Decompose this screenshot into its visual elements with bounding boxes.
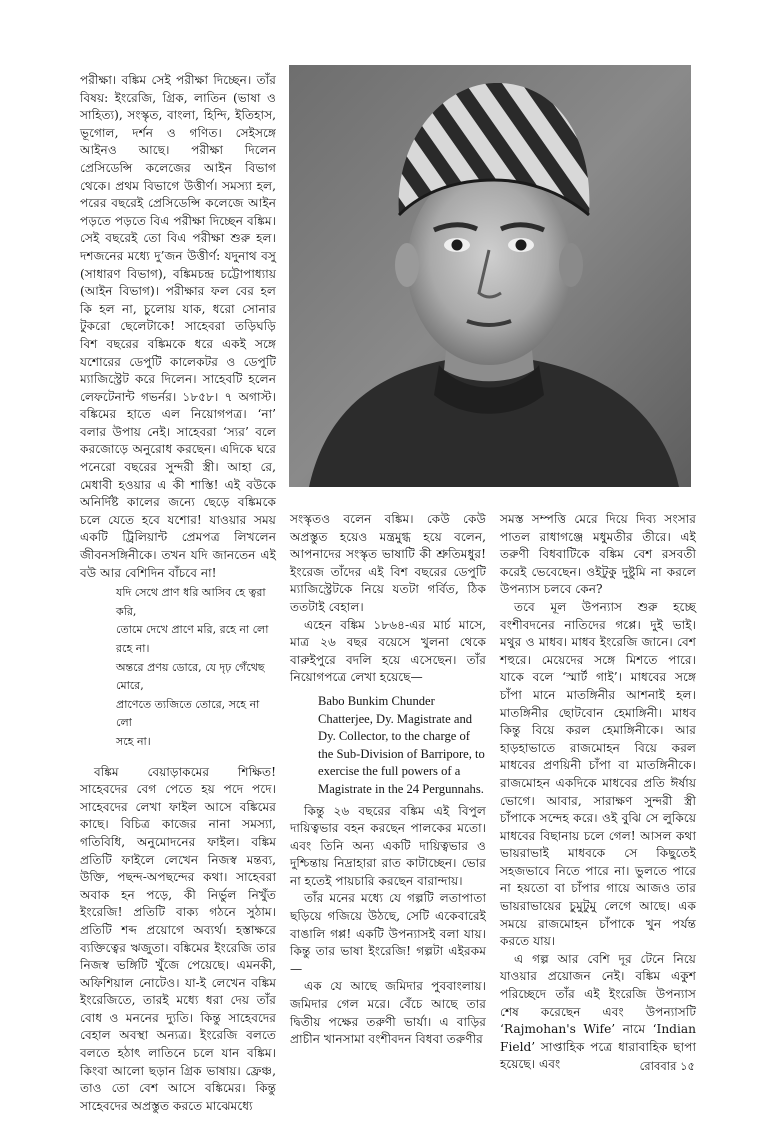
column-2 (290, 511, 486, 1049)
poem-line: যদি সেথে প্রাণ ধরি আসিব হে ত্বরা (116, 586, 266, 600)
poem-line: রহে না। (116, 642, 150, 655)
column-1 (80, 72, 276, 1115)
col1-paragraph-2: বঙ্কিম বেয়াড়াকমের শিক্ষিত! সাহেবদের বেগ পেতে হয় পদে পদে। সাহেবদের লেখা ফাইল আসে বঙ্কিমের কাছে। বিচিত্র কাজের নানা সমস্যা, গতিবিধি, অনুমোদনের ফাইল। বঙ্কিম প্রতিটি ফাইলে লেখেন নিজস্ব মন্তব্য, উক্তি, পছন্দ-অপছন্দের কথা। সাহেবরা অবাক হন পড়ে, কী নির্ভুল নিখুঁত ইংরেজি! প্রতিটি বাক্য গঠনে সুঠাম। প্রতিটি শব্দ প্রয়োগে অব্যর্থ। হস্তাক্ষরে ব্যক্তিত্বের ঋজুতা। বঙ্কিমের ইংরেজি তার নিজস্ব ভঙ্গিটি খুঁজে পেয়েছে। এমনকী, অফিশিয়াল নোটেও। যা-ই লেখেন বঙ্কিম ইংরেজিতে, তারই মধ্যে ধরা দেয় তাঁর বোধ ও মননের দ্যুতি। কিন্তু সাহেবদের বেহাল অবস্থা অন্যত্র। ইংরেজি বলতে বলতে হঠাৎ লাতিনে চলে যান বঙ্কিম। কিংবা আলো ছড়ান গ্রিক ভাষায়। ফ্রেঞ্চ, তাও তো বেশ আসে বঙ্কিমের। কিন্তু সাহেবদের অপ্রস্তুত করতে মাঝেমধ্যে (80, 764, 276, 1113)
poem-line: তোমে দেখে প্রাণে মরি, রহে না লো (116, 623, 269, 637)
col3-paragraph-3: এ গল্প আর বেশি দূর টেনে নিয়ে যাওয়ার প্রয়োজন নেই। বঙ্কিম একুশ পরিচ্ছেদে তাঁর এই ইংরেজি উপন্যাস শেষ করেছেন এবং উপন্যাসটি ‘Rajmohan's Wife’ নামে ‘Indian Field’ সাপ্তাহিক পত্রে ধারাবাহিক ছাপা হয়েছে। এবং (500, 951, 696, 1072)
appointment-letter-quote: Babo Bunkim Chunder Chatterjee, Dy. Magistrate and Dy. Collector, to the charge of the Sub-Division of Barripore, to exercise the full powers of a Magistrate in the 24 Pergunnahs. (318, 693, 485, 796)
col3-paragraph-2: তবে মূল উপন্যাস শুরু হচ্ছে বংশীবদনের নাতিদের গপ্পে। দুই ভাই। মথুর ও মাধব। মাধব ইংরেজি জানে। বেশ শহুরে। মেয়েদের সঙ্গে মিশতে পারে। যাকে বলে ‘স্মার্ট গাই’। মাধবের সঙ্গে চাঁপা মানে মাতঙ্গিনীর আশনাই হল। মাতঙ্গিনীর ছোটবোন হেমাঙ্গিনী। মাধব কিন্তু বিয়ে করল হেমাঙ্গিনীকে। আর হাড়হাভাতে রাজমোহন বিয়ে করল মাধবের প্রণয়িনী চাঁপা বা মাতঙ্গিনীকে। রাজমোহন একদিকে মাধবের প্রতি ঈর্ষায় ভোগে। আবার, সারাক্ষণ সুন্দরী স্ত্রী চাঁপাকে সন্দেহ করে। ওই বুঝি সে লুকিয়ে মাধবের বিছানায় চলে গেল! আসল কথা ভায়রাভাই মাধবকে সে কিছুতেই সহজভাবে নিতে পারে না। ভুলতে পারে না হয়তো বা চাঁপার গায়ে আজও তার ভায়রাভায়ের চুমুটুমু লেগে আছে। এক সময়ে রাজমোহন চাঁপাকে খুন পর্যন্ত করতে যায়। (500, 599, 696, 949)
col2-paragraph-5: এক যে আছে জমিদার পুববাংলায়। জমিদার গেল মরে। বেঁচে আছে তার দ্বিতীয় পক্ষের তরুণী ভার্যা। এ বাড়ির প্রাচীন খানসামা বংশীবদন বিধবা তরুণীর (290, 979, 486, 1047)
portrait-photo (289, 65, 691, 487)
col1-paragraph-1: পরীক্ষা। বঙ্কিম সেই পরীক্ষা দিচ্ছেন। তাঁর বিষয়: ইংরেজি, গ্রিক, লাতিন (ভাষা ও সাহিত্য), সংস্কৃত, বাংলা, হিন্দি, ইতিহাস, ভূগোল, দর্শন ও গণিত। সেইসঙ্গে আইনও আছে। পরীক্ষা দিলেন প্রেসিডেন্সি কলেজের আইন বিভাগ থেকে। প্রথম বিভাগে উত্তীর্ণ। সমস্যা হল, পরের বছরেই প্রেসিডেন্সি কলেজে আইন পড়তে পড়তে বিএ পরীক্ষা দিচ্ছেন বঙ্কিম। সেই বছরেই তো বিএ পরীক্ষা শুরু হল। দশজনের মধ্যে দু’জন উত্তীর্ণ: যদুনাথ বসু (সাধারণ বিভাগ), বঙ্কিমচন্দ্র চট্টোপাধ্যায় (আইন বিভাগ)। পরীক্ষার ফল বের হল কি হল না, চুলোয় যাক, ধরো সোনার টুকরো ছেলেটাকে! সাহেবরা তড়িঘড়ি বিশ বছরের বঙ্কিমকে ধরে একই সঙ্গে যশোরের ডেপুটি কালেকটর ও ডেপুটি ম্যাজিস্ট্রেট করে দিলেন। সাহেবটি হলেন লেফটেনান্ট গভর্নর। ১৮৫৮। ৭ অগাস্ট। বঙ্কিমের হাতে এল নিয়োগপত্র। ‘না’ বলার উপায় নেই। সাহেবরা ‘স্যর’ বলে করজোড়ে অনুরোধ করছেন। এদিকে ঘরে পনেরো বছরের সুন্দরী স্ত্রী। আহা রে, মেধাবী হওয়ার এ কী শাস্তি! এই বউকে অনির্দিষ্ট কালের জন্যে ছেড়ে বঙ্কিমকে চলে যেতে হবে যশোর! যাওয়ার সময় একটি ট্রিলিয়ান্ট প্রেমপত্র লিখলেন জীবনসঙ্গিনীকে। তখন যদি জানতেন এই বউ আর বেশিদিন বাঁচবে না! (80, 73, 276, 580)
poem-line: প্রাণেতে ত্যজিতে তোরে, সহে না লো (116, 697, 260, 730)
poem-line: অন্তরে প্রণয় ডোরে, যে দৃঢ় গেঁথেছ (116, 660, 265, 674)
column-3 (500, 511, 696, 1074)
col2-paragraph-3: কিন্তু ২৬ বছরের বঙ্কিম এই বিপুল দায়িত্বভার বহন করছেন পালকের মতো। এবং তিনি অন্য একটি দায়িত্বভার ও দুশ্চিন্তায় নিদ্রাহারা রাত কাটাচ্ছেন। ভোর না হতেই পায়চারি করছেন বারান্দায়। (290, 803, 486, 888)
poem-line: মোরে, (116, 679, 144, 693)
page-footer: রোববার ১৫ (639, 1059, 695, 1073)
col2-paragraph-4: তাঁর মনের মধ্যে যে গল্পটি লতাপাতা ছড়িয়ে গজিয়ে উঠছে, সেটি একেবারেই বাঙালি গপ্প! একটি উপন্যাসই বলা যায়। কিন্তু তার ভাষা ইংরেজি! গল্পটা এইরকম— (290, 891, 486, 976)
col3-paragraph-1: সমস্ত সম্পত্তি মেরে দিয়ে দিব্য সংসার পাতল রাধাগঞ্জে মধুমতীর তীরে। এই তরুণী বিধবাটিকে বঙ্কিম বেশ রসবতী করেই ভেবেছেন। ওইটুকু দুষ্টুমি না করলে উপন্যাস চলবে কেন? (500, 512, 696, 597)
poem-quote (80, 584, 276, 751)
col2-paragraph-1: সংস্কৃতও বলেন বঙ্কিম। কেউ কেউ অপ্রস্তুত হয়েও মন্ত্রমুগ্ধ হয়ে বলেন, আপনাদের সংস্কৃত ভাষাটি কী শ্রুতিমধুর! ইংরেজ তাঁদের এই বিশ বছরের ডেপুটি ম্যাজিস্ট্রেটকে নিয়ে যতটা গর্বিত, ঠিক ততটাই বেহাল। (290, 512, 486, 614)
poem-line: সহে না। (116, 734, 151, 748)
col2-paragraph-2: এহেন বঙ্কিম ১৮৬৪-এর মার্চ মাসে, মাত্র ২৬ বছর বয়েসে খুলনা থেকে বারুইপুরে বদলি হয়ে এসেছেন। তাঁর নিয়োগপত্রে লেখা হয়েছে— (290, 617, 486, 685)
poem-line: করি, (116, 604, 137, 618)
